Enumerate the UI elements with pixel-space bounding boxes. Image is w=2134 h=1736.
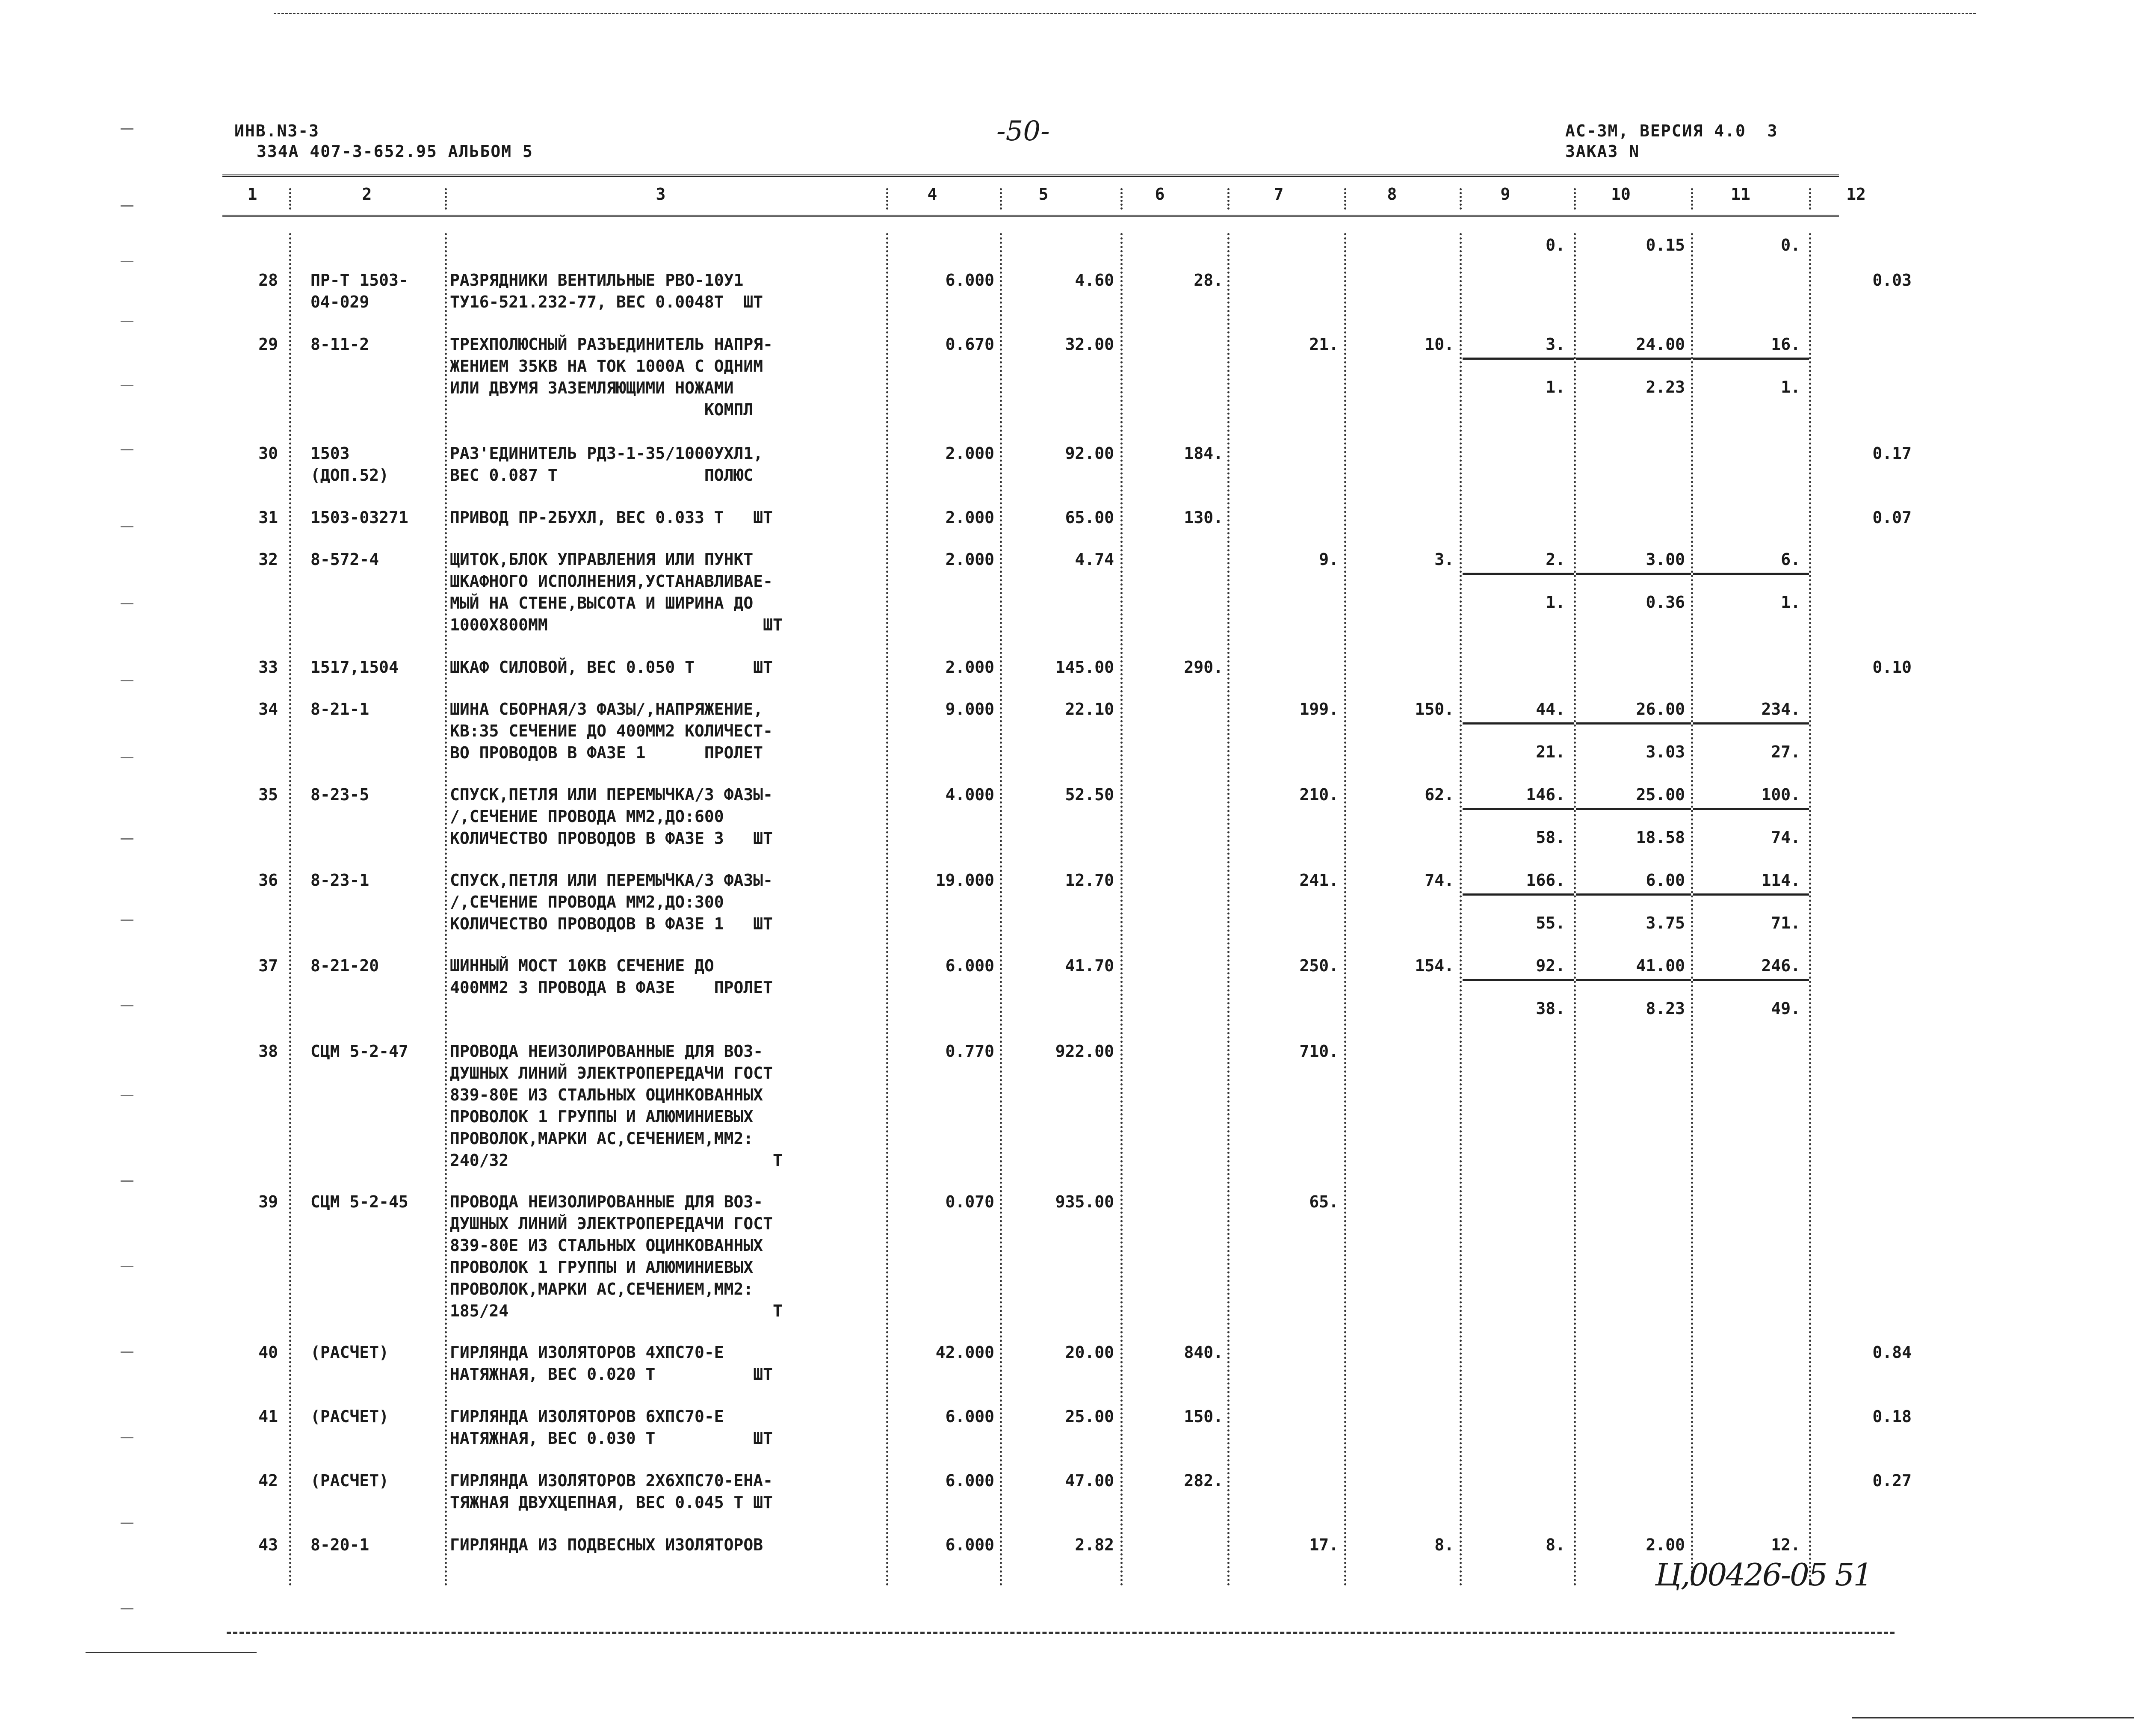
fraction-line [1693,722,1809,725]
quantity: 2.000 [945,444,994,463]
row-number: 37 [258,956,278,975]
column-header-separator [289,188,291,210]
fraction-line [1576,893,1691,896]
col11-value: 0. [1781,236,1800,254]
row-number: 39 [258,1192,278,1211]
margin-mark [121,1266,133,1267]
col7-value: 210. [1299,785,1339,804]
margin-mark [121,1523,133,1524]
handwritten-note: Ц,00426-05 51 [1655,1557,1872,1593]
column-number-2: 2 [362,185,372,204]
album-reference: 334А 407-3-652.95 АЛЬБОМ 5 [257,142,533,161]
column-header-separator [886,188,888,210]
item-code: 8-20-1 [310,1535,369,1554]
col10-secondary-value: 3.03 [1646,742,1685,761]
fraction-line [1576,722,1691,725]
fraction-line [1463,358,1574,360]
column-number-8: 8 [1387,185,1397,204]
page-number: -50- [996,115,1050,147]
column-separator [1574,233,1576,1587]
col9-value: 0. [1546,236,1565,254]
total-cost: 282. [1184,1471,1223,1490]
quantity: 42.000 [935,1343,994,1362]
item-code: 8-23-1 [310,871,369,890]
item-code: 1517,1504 [310,658,399,677]
row-number: 32 [258,550,278,569]
row-number: 41 [258,1407,278,1426]
column-number-3: 3 [656,185,666,204]
col7-value: 9. [1319,550,1339,569]
margin-mark [121,1608,133,1609]
fraction-line [1576,979,1691,981]
item-description: ПРОВОДА НЕИЗОЛИРОВАННЫЕ ДЛЯ ВОЗ- ДУШНЫХ ЛИНИЙ ЭЛЕКТРОПЕРЕДАЧИ ГОСТ 839-80Е ИЗ СТАЛЬНЫХ ОЦИНКОВАННЫХ ПРОВОЛОК 1 ГРУППЫ И АЛЮМИНИЕВЫХ ПРОВОЛОК,МАРКИ АС,СЕЧЕНИЕМ,ММ2: 185/24 Т [450,1192,783,1320]
col8-value: 74. [1425,871,1454,890]
unit-price: 47.00 [1065,1471,1114,1490]
unit-price: 4.60 [1075,271,1114,290]
col8-value: 154. [1415,956,1454,975]
unit-price: 2.82 [1075,1535,1114,1554]
col8-value: 62. [1425,785,1454,804]
fraction-line [1463,808,1574,810]
col8-value: 8. [1434,1535,1454,1554]
row-number: 29 [258,335,278,354]
item-code: (РАСЧЕТ) [310,1343,389,1362]
item-code: (РАСЧЕТ) [310,1407,389,1426]
quantity: 2.000 [945,508,994,527]
column-separator [1120,233,1123,1587]
col11-secondary-value: 74. [1771,828,1800,847]
total-cost: 150. [1184,1407,1223,1426]
col12-value: 0.18 [1872,1407,1912,1426]
margin-mark [121,1005,133,1006]
col11-secondary-value: 71. [1771,914,1800,932]
quantity: 6.000 [945,1535,994,1554]
col11-value: 16. [1771,335,1800,354]
fraction-line [1693,358,1809,360]
col12-value: 0.10 [1872,658,1912,677]
fraction-line [1576,573,1691,575]
column-header-separator [1691,188,1693,210]
quantity: 0.670 [945,335,994,354]
fraction-line [1463,979,1574,981]
col9-value: 2. [1546,550,1565,569]
column-separator [1344,233,1346,1587]
item-description: СПУСК,ПЕТЛЯ ИЛИ ПЕРЕМЫЧКА/3 ФАЗЫ- /,СЕЧЕНИЕ ПРОВОДА ММ2,ДО:600 КОЛИЧЕСТВО ПРОВОДОВ В ФАЗЕ 3 ШТ [450,785,773,848]
column-header-separator [1120,188,1123,210]
column-number-10: 10 [1611,185,1631,204]
fraction-line [1576,808,1691,810]
column-separator [289,233,291,1587]
fraction-line [1693,573,1809,575]
column-separator [886,233,888,1587]
row-number: 42 [258,1471,278,1490]
column-number-5: 5 [1038,185,1049,204]
col9-secondary-value: 38. [1536,999,1565,1018]
col7-value: 17. [1309,1535,1339,1554]
col9-secondary-value: 58. [1536,828,1565,847]
item-description: СПУСК,ПЕТЛЯ ИЛИ ПЕРЕМЫЧКА/3 ФАЗЫ- /,СЕЧЕНИЕ ПРОВОДА ММ2,ДО:300 КОЛИЧЕСТВО ПРОВОДОВ В ФАЗЕ 1 ШТ [450,871,773,933]
col11-secondary-value: 49. [1771,999,1800,1018]
column-number-4: 4 [927,185,937,204]
margin-mark [121,1180,133,1182]
quantity: 2.000 [945,550,994,569]
unit-price: 4.74 [1075,550,1114,569]
col10-value: 6.00 [1646,871,1685,890]
column-header-separator [1344,188,1346,210]
item-description: РАЗРЯДНИКИ ВЕНТИЛЬНЫЕ РВО-10У1 ТУ16-521.232-77, ВЕС 0.0048Т ШТ [450,271,763,311]
total-cost: 840. [1184,1343,1223,1362]
col7-value: 710. [1299,1042,1339,1061]
col9-value: 44. [1536,700,1565,719]
margin-mark [121,757,133,758]
col9-secondary-value: 55. [1536,914,1565,932]
inventory-number: ИНВ.N3-3 [234,121,320,140]
column-number-12: 12 [1846,185,1866,204]
col10-value: 0.15 [1646,236,1685,254]
margin-mark [121,838,133,840]
header-top-rule [222,174,1839,177]
bottom-scan-line [86,1652,257,1653]
quantity: 6.000 [945,1471,994,1490]
fraction-line [1463,893,1574,896]
bottom-right-scan-line [1852,1717,2134,1718]
col7-value: 250. [1299,956,1339,975]
column-header-separator [1000,188,1002,210]
row-number: 40 [258,1343,278,1362]
col9-secondary-value: 1. [1546,378,1565,396]
col9-secondary-value: 1. [1546,593,1565,612]
col12-value: 0.07 [1872,508,1912,527]
item-description: ЩИТОК,БЛОК УПРАВЛЕНИЯ ИЛИ ПУНКТ ШКАФНОГО ИСПОЛНЕНИЯ,УСТАНАВЛИВАЕ- МЫЙ НА СТЕНЕ,ВЫСОТА И ШИРИНА ДО 1000Х800ММ ШТ [450,550,783,634]
col11-secondary-value: 1. [1781,593,1800,612]
row-number: 31 [258,508,278,527]
quantity: 19.000 [935,871,994,890]
order-label: ЗАКАЗ N [1565,142,1640,161]
col10-value: 26.00 [1636,700,1685,719]
quantity: 6.000 [945,271,994,290]
row-number: 35 [258,785,278,804]
col11-secondary-value: 27. [1771,742,1800,761]
col10-secondary-value: 2.23 [1646,378,1685,396]
column-number-9: 9 [1500,185,1510,204]
row-number: 30 [258,444,278,463]
quantity: 9.000 [945,700,994,719]
col9-value: 92. [1536,956,1565,975]
col10-value: 25.00 [1636,785,1685,804]
margin-mark [121,1095,133,1096]
unit-price: 25.00 [1065,1407,1114,1426]
item-code: СЦМ 5-2-45 [310,1192,408,1211]
margin-mark [121,1352,133,1353]
unit-price: 935.00 [1055,1192,1114,1211]
fraction-line [1463,573,1574,575]
unit-price: 12.70 [1065,871,1114,890]
unit-price: 20.00 [1065,1343,1114,1362]
column-separator [445,233,447,1587]
top-scan-line [274,13,1976,14]
column-number-1: 1 [247,185,257,204]
col9-value: 3. [1546,335,1565,354]
col11-value: 100. [1761,785,1800,804]
unit-price: 922.00 [1055,1042,1114,1061]
col7-value: 241. [1299,871,1339,890]
col9-value: 146. [1526,785,1565,804]
item-code: ПР-Т 1503- 04-029 [310,271,408,311]
quantity: 2.000 [945,658,994,677]
col12-value: 0.27 [1872,1471,1912,1490]
col9-value: 8. [1546,1535,1565,1554]
column-number-6: 6 [1155,185,1165,204]
unit-price: 32.00 [1065,335,1114,354]
margin-mark [121,526,133,527]
margin-mark [121,321,133,322]
column-separator [1000,233,1002,1587]
col10-secondary-value: 18.58 [1636,828,1685,847]
quantity: 6.000 [945,956,994,975]
column-numbers [0,185,2134,210]
col12-value: 0.03 [1872,271,1912,290]
column-header-separator [1574,188,1576,210]
header-bottom-rule [222,215,1839,217]
margin-mark [121,603,133,604]
unit-price: 92.00 [1065,444,1114,463]
col10-secondary-value: 8.23 [1646,999,1685,1018]
item-description: ГИРЛЯНДА ИЗ ПОДВЕСНЫХ ИЗОЛЯТОРОВ [450,1535,763,1554]
item-description: РАЗ'ЕДИНИТЕЛЬ РДЗ-1-35/1000УХЛ1, ВЕС 0.087 Т ПОЛЮС [450,444,763,485]
fraction-line [1693,808,1809,810]
item-code: 1503-03271 [310,508,408,527]
item-code: СЦМ 5-2-47 [310,1042,408,1061]
item-description: ПРИВОД ПР-2БУХЛ, ВЕС 0.033 Т ШТ [450,508,773,527]
margin-mark [121,920,133,921]
quantity: 0.770 [945,1042,994,1061]
unit-price: 52.50 [1065,785,1114,804]
item-description: ГИРЛЯНДА ИЗОЛЯТОРОВ 4ХПС70-Е НАТЯЖНАЯ, ВЕС 0.020 Т ШТ [450,1343,773,1384]
item-code: 8-572-4 [310,550,379,569]
item-code: 8-11-2 [310,335,369,354]
margin-mark [121,680,133,681]
col7-value: 199. [1299,700,1339,719]
col10-value: 41.00 [1636,956,1685,975]
margin-mark [121,385,133,386]
item-code: 1503 (ДОП.52) [310,444,389,485]
col9-secondary-value: 21. [1536,742,1565,761]
quantity: 6.000 [945,1407,994,1426]
col11-value: 246. [1761,956,1800,975]
row-number: 34 [258,700,278,719]
total-cost: 130. [1184,508,1223,527]
row-number: 28 [258,271,278,290]
item-description: ГИРЛЯНДА ИЗОЛЯТОРОВ 6ХПС70-Е НАТЯЖНАЯ, ВЕС 0.030 Т ШТ [450,1407,773,1448]
total-cost: 184. [1184,444,1223,463]
item-code: 8-21-20 [310,956,379,975]
column-separator [1227,233,1230,1587]
column-number-11: 11 [1731,185,1750,204]
column-separator [1691,233,1693,1587]
col11-value: 234. [1761,700,1800,719]
column-header-separator [445,188,447,210]
margin-mark [121,128,133,130]
total-cost: 28. [1194,271,1223,290]
item-description: ПРОВОДА НЕИЗОЛИРОВАННЫЕ ДЛЯ ВОЗ- ДУШНЫХ ЛИНИЙ ЭЛЕКТРОПЕРЕДАЧИ ГОСТ 839-80Е ИЗ СТАЛЬНЫХ ОЦИНКОВАННЫХ ПРОВОЛОК 1 ГРУППЫ И АЛЮМИНИЕВЫХ ПРОВОЛОК,МАРКИ АС,СЕЧЕНИЕМ,ММ2: 240/32 Т [450,1042,783,1170]
column-header-separator [1227,188,1230,210]
row-number: 36 [258,871,278,890]
column-separator [1809,233,1811,1587]
margin-mark [121,205,133,207]
row-number: 33 [258,658,278,677]
column-header-separator [1460,188,1462,210]
item-code: (РАСЧЕТ) [310,1471,389,1490]
margin-mark [121,1437,133,1438]
col12-value: 0.84 [1872,1343,1912,1362]
item-code: 8-21-1 [310,700,369,719]
col10-value: 3.00 [1646,550,1685,569]
item-description: ШИННЫЙ МОСТ 10КВ СЕЧЕНИЕ ДО 400ММ2 3 ПРОВОДА В ФАЗЕ ПРОЛЕТ [450,956,773,997]
quantity: 0.070 [945,1192,994,1211]
col11-secondary-value: 1. [1781,378,1800,396]
item-description: ГИРЛЯНДА ИЗОЛЯТОРОВ 2Х6ХПС70-ЕНА- ТЯЖНАЯ ДВУХЦЕПНАЯ, ВЕС 0.045 Т ШТ [450,1471,773,1512]
col11-value: 12. [1771,1535,1800,1554]
row-number: 43 [258,1535,278,1554]
col10-secondary-value: 3.75 [1646,914,1685,932]
item-description: ШКАФ СИЛОВОЙ, ВЕС 0.050 Т ШТ [450,658,773,677]
total-cost: 290. [1184,658,1223,677]
row-number: 38 [258,1042,278,1061]
margin-mark [121,449,133,450]
item-description: ШИНА СБОРНАЯ/3 ФАЗЫ/,НАПРЯЖЕНИЕ, КВ:35 СЕЧЕНИЕ ДО 400ММ2 КОЛИЧЕСТ- ВО ПРОВОДОВ В ФАЗЕ 1 ПРОЛЕТ [450,700,773,762]
unit-price: 22.10 [1065,700,1114,719]
col8-value: 150. [1415,700,1454,719]
fraction-line [1463,722,1574,725]
col11-value: 114. [1761,871,1800,890]
col12-value: 0.17 [1872,444,1912,463]
margin-mark [121,261,133,262]
bottom-dashed-rule [227,1632,1895,1634]
col8-value: 3. [1434,550,1454,569]
unit-price: 65.00 [1065,508,1114,527]
unit-price: 41.70 [1065,956,1114,975]
fraction-line [1693,979,1809,981]
column-number-7: 7 [1274,185,1284,204]
column-separator [1460,233,1462,1587]
fraction-line [1693,893,1809,896]
col10-value: 24.00 [1636,335,1685,354]
col10-value: 2.00 [1646,1535,1685,1554]
version-label: АС-3М, ВЕРСИЯ 4.0 3 [1565,121,1778,140]
col11-value: 6. [1781,550,1800,569]
col10-secondary-value: 0.36 [1646,593,1685,612]
col7-value: 65. [1309,1192,1339,1211]
item-description: ТРЕХПОЛЮСНЫЙ РАЗЪЕДИНИТЕЛЬ НАПРЯ- ЖЕНИЕМ 35КВ НА ТОК 1000А С ОДНИМ ИЛИ ДВУМЯ ЗАЗЕМЛЯЮЩИМИ НОЖАМИ КОМПЛ [450,335,773,419]
quantity: 4.000 [945,785,994,804]
col9-value: 166. [1526,871,1565,890]
column-header-separator [1809,188,1811,210]
col7-value: 21. [1309,335,1339,354]
item-code: 8-23-5 [310,785,369,804]
col8-value: 10. [1425,335,1454,354]
unit-price: 145.00 [1055,658,1114,677]
fraction-line [1576,358,1691,360]
